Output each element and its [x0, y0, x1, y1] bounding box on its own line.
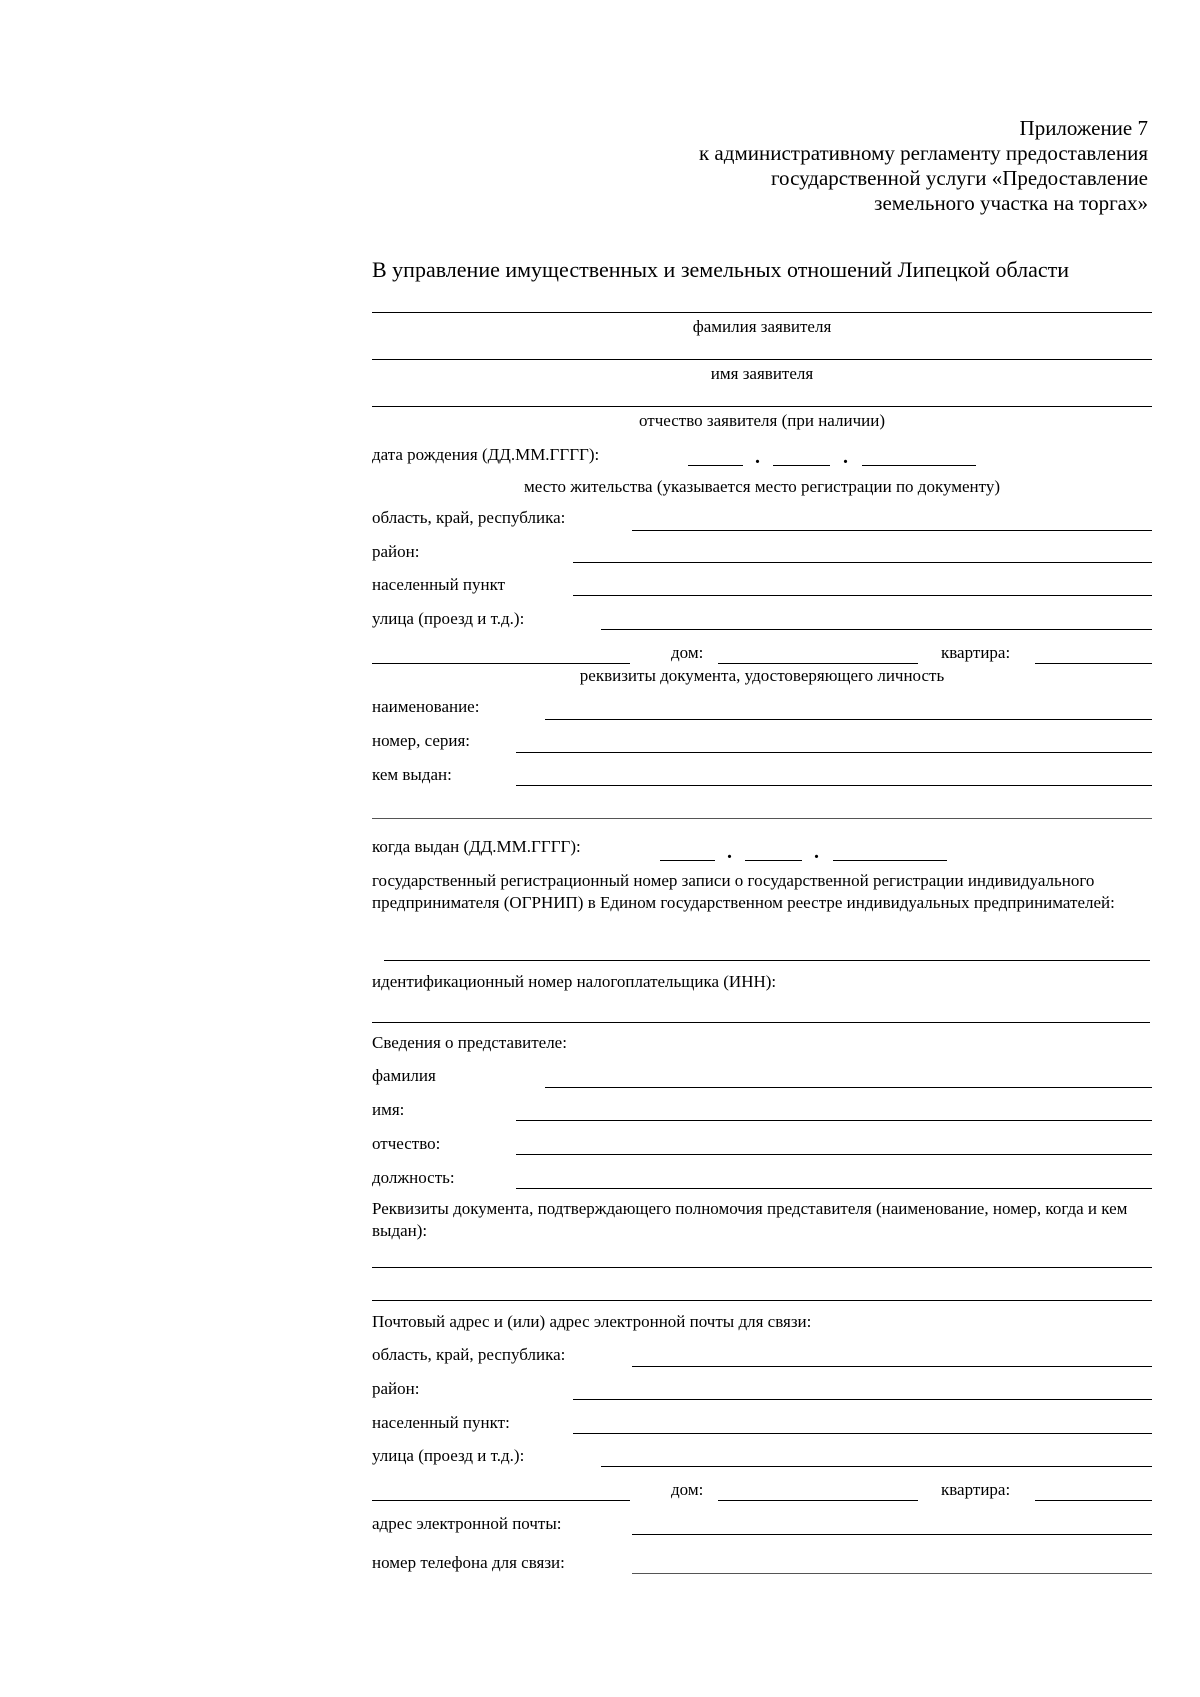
- contact-district-label: район:: [372, 1379, 420, 1398]
- birth-date-label: дата рождения (ДД.ММ.ГГГГ):: [372, 445, 600, 464]
- contact-house-field[interactable]: [718, 1500, 918, 1501]
- authority-doc-label: Реквизиты документа, подтверждающего полномочия представителя (наименование, номер, когда и кем выдан):: [372, 1199, 1128, 1240]
- email-label: адрес электронной почты:: [372, 1514, 562, 1533]
- issued-month-field[interactable]: [745, 860, 802, 861]
- contact-street-label: улица (проезд и т.д.):: [372, 1446, 525, 1465]
- date-separator: .: [727, 841, 732, 863]
- house-field[interactable]: [718, 663, 918, 664]
- contact-house-label: дом:: [671, 1480, 704, 1499]
- name-field[interactable]: [372, 359, 1152, 360]
- email-field[interactable]: [632, 1534, 1152, 1535]
- doc-name-field[interactable]: [545, 719, 1152, 720]
- district-label: район:: [372, 542, 420, 561]
- contact-settlement-field[interactable]: [573, 1433, 1152, 1434]
- inn-label: идентификационный номер налогоплательщика (ИНН):: [372, 972, 777, 991]
- doc-number-field[interactable]: [516, 752, 1152, 753]
- appendix-subtitle-line: к административному регламенту предоставления: [698, 141, 1148, 165]
- birth-month-field[interactable]: [773, 465, 830, 466]
- rep-name-field[interactable]: [516, 1120, 1152, 1121]
- date-separator: .: [755, 446, 760, 468]
- contact-street-continuation-field[interactable]: [372, 1500, 630, 1501]
- ogrnip-label: государственный регистрационный номер записи о государственной регистрации индивидуального предпринимателя (ОГРНИП) в Едином государственном реестре индивидуальных предпринимателей:: [372, 871, 1115, 912]
- apartment-label: квартира:: [941, 643, 1011, 662]
- contact-region-field[interactable]: [632, 1366, 1152, 1367]
- contact-street-field[interactable]: [601, 1466, 1152, 1467]
- date-separator: .: [843, 446, 848, 468]
- contact-apartment-field[interactable]: [1035, 1500, 1152, 1501]
- ogrnip-field[interactable]: [384, 960, 1150, 961]
- appendix-subtitle-line: земельного участка на торгах»: [874, 191, 1148, 215]
- region-label: область, край, республика:: [372, 508, 566, 527]
- patronymic-field[interactable]: [372, 406, 1152, 407]
- addressee: В управление имущественных и земельных отношений Липецкой области: [372, 257, 1070, 282]
- authority-doc-continuation-field[interactable]: [372, 1300, 1152, 1301]
- contact-district-field[interactable]: [573, 1399, 1152, 1400]
- street-label: улица (проезд и т.д.):: [372, 609, 525, 628]
- region-field[interactable]: [632, 530, 1152, 531]
- street-continuation-field[interactable]: [372, 663, 630, 664]
- contact-settlement-label: населенный пункт:: [372, 1413, 510, 1432]
- representative-title: Сведения о представителе:: [372, 1033, 567, 1052]
- issued-by-continuation-field[interactable]: [372, 818, 1152, 819]
- issued-year-field[interactable]: [833, 860, 947, 861]
- appendix-subtitle-line: государственной услуги «Предоставление: [770, 166, 1148, 190]
- residence-caption: место жительства (указывается место регистрации по документу): [523, 477, 1001, 496]
- birth-year-field[interactable]: [862, 465, 976, 466]
- rep-surname-label: фамилия: [372, 1066, 436, 1085]
- name-caption: имя заявителя: [710, 364, 814, 383]
- patronymic-caption: отчество заявителя (при наличии): [639, 411, 885, 430]
- doc-number-label: номер, серия:: [372, 731, 471, 750]
- doc-name-label: наименование:: [372, 697, 480, 716]
- settlement-label: населенный пункт: [372, 575, 506, 594]
- inn-field[interactable]: [372, 1022, 1150, 1023]
- contact-region-label: область, край, республика:: [372, 1345, 566, 1364]
- phone-field[interactable]: [632, 1573, 1152, 1574]
- surname-field[interactable]: [372, 312, 1152, 313]
- appendix-number: Приложение 7: [1019, 116, 1148, 140]
- phone-label: номер телефона для связи:: [372, 1553, 565, 1572]
- rep-surname-field[interactable]: [545, 1087, 1152, 1088]
- settlement-field[interactable]: [573, 595, 1152, 596]
- issued-date-label: когда выдан (ДД.ММ.ГГГГ):: [372, 837, 581, 856]
- district-field[interactable]: [573, 562, 1152, 563]
- authority-doc-field[interactable]: [372, 1267, 1152, 1268]
- rep-patronymic-field[interactable]: [516, 1154, 1152, 1155]
- date-separator: .: [814, 841, 819, 863]
- rep-position-label: должность:: [372, 1168, 455, 1187]
- contact-apartment-label: квартира:: [941, 1480, 1011, 1499]
- issued-day-field[interactable]: [660, 860, 715, 861]
- rep-name-label: имя:: [372, 1100, 405, 1119]
- rep-patronymic-label: отчество:: [372, 1134, 441, 1153]
- house-label: дом:: [671, 643, 704, 662]
- rep-position-field[interactable]: [516, 1188, 1152, 1189]
- birth-day-field[interactable]: [688, 465, 743, 466]
- apartment-field[interactable]: [1035, 663, 1152, 664]
- issued-by-field[interactable]: [516, 785, 1152, 786]
- contact-title: Почтовый адрес и (или) адрес электронной почты для связи:: [372, 1312, 812, 1331]
- document-header: [699, 116, 1148, 216]
- street-field[interactable]: [601, 629, 1152, 630]
- id-document-caption: реквизиты документа, удостоверяющего личность: [579, 666, 945, 685]
- issued-by-label: кем выдан:: [372, 765, 452, 784]
- surname-caption: фамилия заявителя: [692, 317, 832, 336]
